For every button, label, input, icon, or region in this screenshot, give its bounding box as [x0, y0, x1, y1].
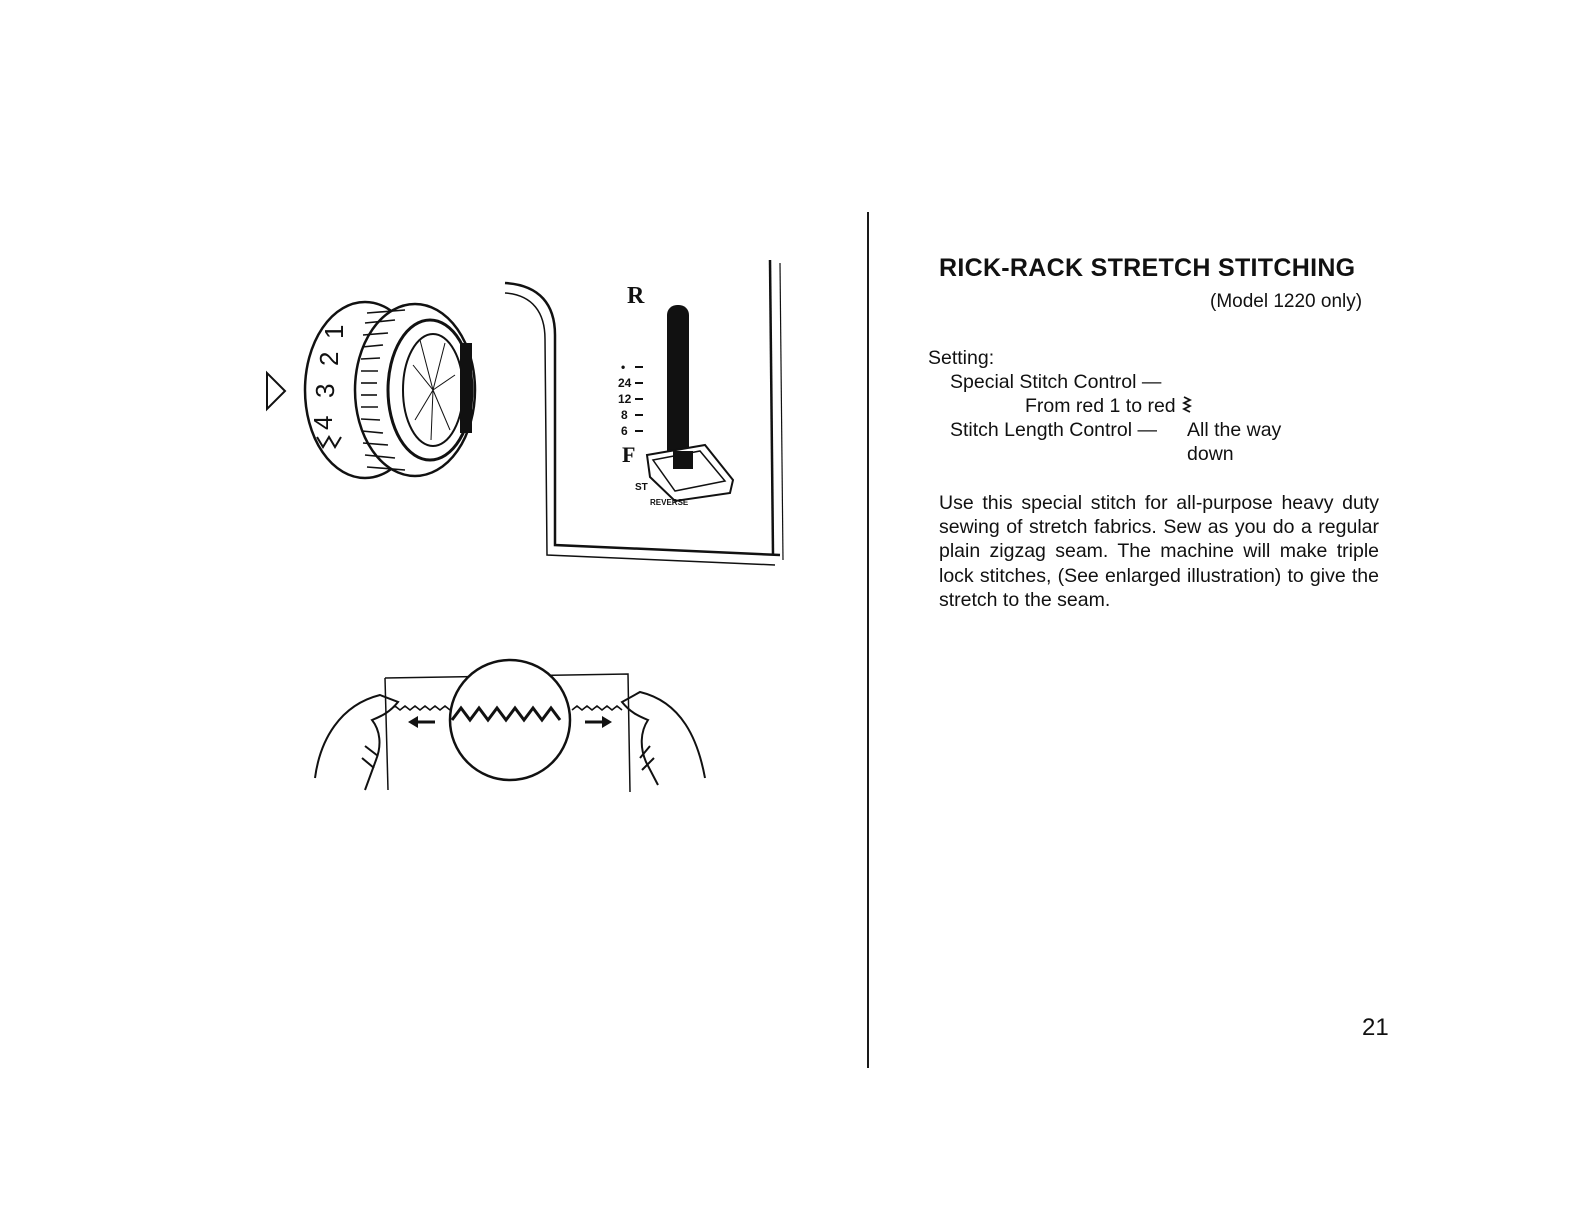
- right-hand-icon: [622, 692, 705, 785]
- model-note: (Model 1220 only): [1210, 291, 1363, 312]
- stitch-length-lever-panel: [505, 260, 783, 565]
- scale-mark-12: 12: [618, 392, 632, 406]
- rick-rack-stitch-icon: [1182, 395, 1192, 415]
- dial-number-2: 2: [314, 351, 344, 366]
- page-number: 21: [1362, 1014, 1389, 1041]
- rick-rack-dial-icon: [317, 437, 341, 447]
- stitch-length-lever: [667, 305, 689, 465]
- scale-mark-6: 6: [621, 424, 628, 438]
- special-stitch-value-text: From red 1 to red: [1025, 395, 1176, 417]
- description-paragraph: Use this special stitch for all-purpose heavy duty sewing of stretch fabrics. Sew as you do a regular plain zigzag seam. The machine will make triple lock stitches, (See enlarged illustration) to give the stretch to the seam.: [939, 492, 1379, 611]
- stitch-length-control-label: Stitch Length Control —: [950, 419, 1158, 441]
- special-stitch-control-label: Special Stitch Control —: [950, 371, 1162, 393]
- stretch-seam-illustration: [310, 650, 720, 800]
- setting-label: Setting:: [928, 347, 995, 369]
- button-text-2: REVERSE: [650, 498, 689, 507]
- magnifier-circle-icon: [450, 660, 570, 780]
- left-arrow-icon: [408, 716, 435, 728]
- triangle-pointer-icon: [267, 373, 285, 409]
- special-stitch-control-value: [1025, 394, 1192, 418]
- stitch-controls-illustration: [255, 255, 815, 585]
- stitch-length-control-value-line2: down: [1187, 443, 1234, 465]
- scale-mark-8: 8: [621, 408, 628, 422]
- dial-number-4: 4: [308, 415, 338, 430]
- page-title: RICK-RACK STRETCH STITCHING: [939, 254, 1356, 282]
- stitch-length-control-value-line1: All the way: [1187, 419, 1282, 441]
- button-text-1: ST: [635, 482, 648, 493]
- scale-mark-24: 24: [618, 376, 632, 390]
- page-divider: [867, 212, 869, 1068]
- dial-number-1: 1: [319, 324, 349, 339]
- lever-bottom-label: F: [622, 442, 636, 467]
- right-arrow-icon: [585, 716, 612, 728]
- scale-mark-dot: •: [621, 360, 626, 374]
- special-stitch-dial: [305, 302, 475, 478]
- dial-number-3: 3: [310, 383, 340, 398]
- lever-top-label: R: [627, 283, 645, 309]
